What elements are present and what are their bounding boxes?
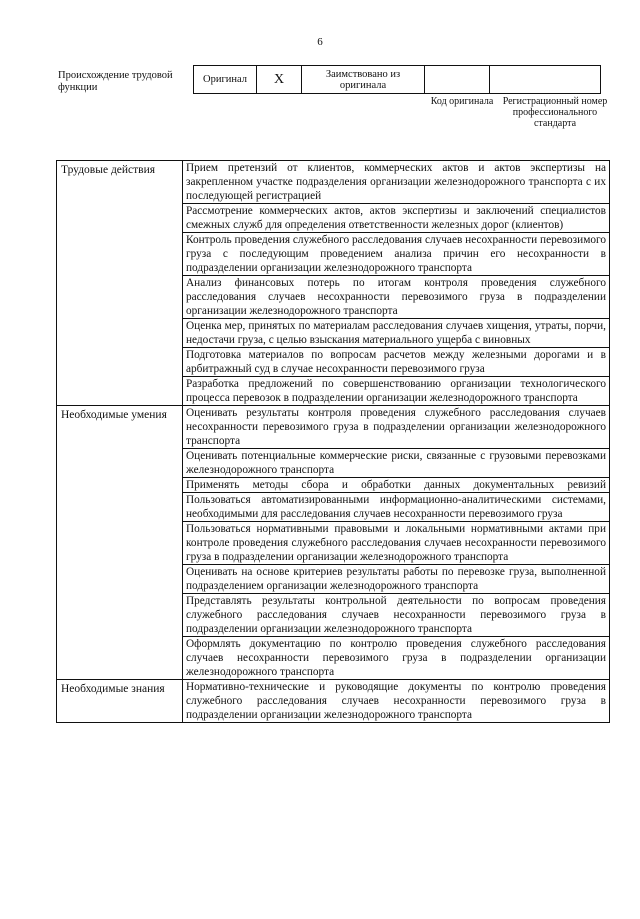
registration-number-cell (490, 66, 601, 94)
code-caption: Код оригинала (430, 96, 494, 107)
skill-item: Представлять результаты контрольной деятельности по вопросам проведения служебного расследования случаев несохранности перевозимого груза в подразделении организации железнодорожного транспорта (183, 594, 610, 637)
skill-item: Оценивать результаты контроля проведения служебного расследования случаев несохранности перевозимого груза в подразделении организации железнодорожного транспорта (183, 406, 610, 449)
section-title-actions: Трудовые действия (57, 161, 183, 406)
original-mark: X (257, 66, 302, 94)
page-number: 6 (317, 36, 323, 48)
registration-caption: Регистрационный номер профессионального стандарта (502, 96, 608, 129)
skill-item: Применять методы сбора и обработки данных документальных ревизий (183, 478, 610, 493)
skill-item: Оформлять документацию по контролю проведения служебного расследования случаев несохранности перевозимого груза в подразделении организации железнодорожного транспорта (183, 637, 610, 680)
action-item: Разработка предложений по совершенствованию организации технологического процесса перевозок в подразделении организации железнодорожного транспорта (183, 377, 610, 406)
original-cell: Оригинал (194, 66, 257, 94)
skill-item: Пользоваться автоматизированными информационно-аналитическими системами, необходимыми для расследования случаев несохранности перевозимого груза (183, 493, 610, 522)
action-item: Оценка мер, принятых по материалам расследования случаев хищения, утраты, порчи, недостачи груза, с целью взыскания материального ущерба с виновных (183, 319, 610, 348)
action-item: Контроль проведения служебного расследования случаев несохранности перевозимого груза с последующим проведением анализа причин его несохранности в подразделении организации железнодорожного транспорта (183, 233, 610, 276)
skill-item: Оценивать на основе критериев результаты работы по перевозке груза, выполненной подразделением организации железнодорожного транспорта (183, 565, 610, 594)
origin-label: Происхождение трудовой функции (58, 70, 173, 93)
knowledge-item: Нормативно-технические и руководящие документы по контролю проведения служебного расследования случаев несохранности перевозимого груза в подразделении организации железнодорожного транспорта (183, 680, 610, 723)
action-item: Анализ финансовых потерь по итогам контроля проведения служебного расследования случаев несохранности перевозимого груза в подразделении организации железнодорожного транспорта (183, 276, 610, 319)
action-item: Прием претензий от клиентов, коммерческих актов и актов экспертизы на закрепленном участке подразделения организации железнодорожного транспорта с их последующей регистрацией (183, 161, 610, 204)
section-title-skills: Необходимые умения (57, 406, 183, 680)
original-code-cell (425, 66, 490, 94)
skill-item: Оценивать потенциальные коммерческие риски, связанные с грузовыми перевозками железнодорожного транспорта (183, 449, 610, 478)
skill-item: Пользоваться нормативными правовыми и локальными нормативными актами при контроле проведения служебного расследования случаев несохранности перевозимого груза в подразделении организации железнодорожного транспорта (183, 522, 610, 565)
action-item: Рассмотрение коммерческих актов, актов экспертизы и заключений специалистов смежных служб для определения ответственности железных дорог (клиентов) (183, 204, 610, 233)
function-table (56, 160, 610, 723)
borrowed-cell: Заимствовано из оригинала (302, 66, 425, 94)
section-title-knowledge: Необходимые знания (57, 680, 183, 723)
origin-table (193, 65, 601, 94)
action-item: Подготовка материалов по вопросам расчетов между железными дорогами и в арбитражный суд в случае несохранности перевозимого груза (183, 348, 610, 377)
